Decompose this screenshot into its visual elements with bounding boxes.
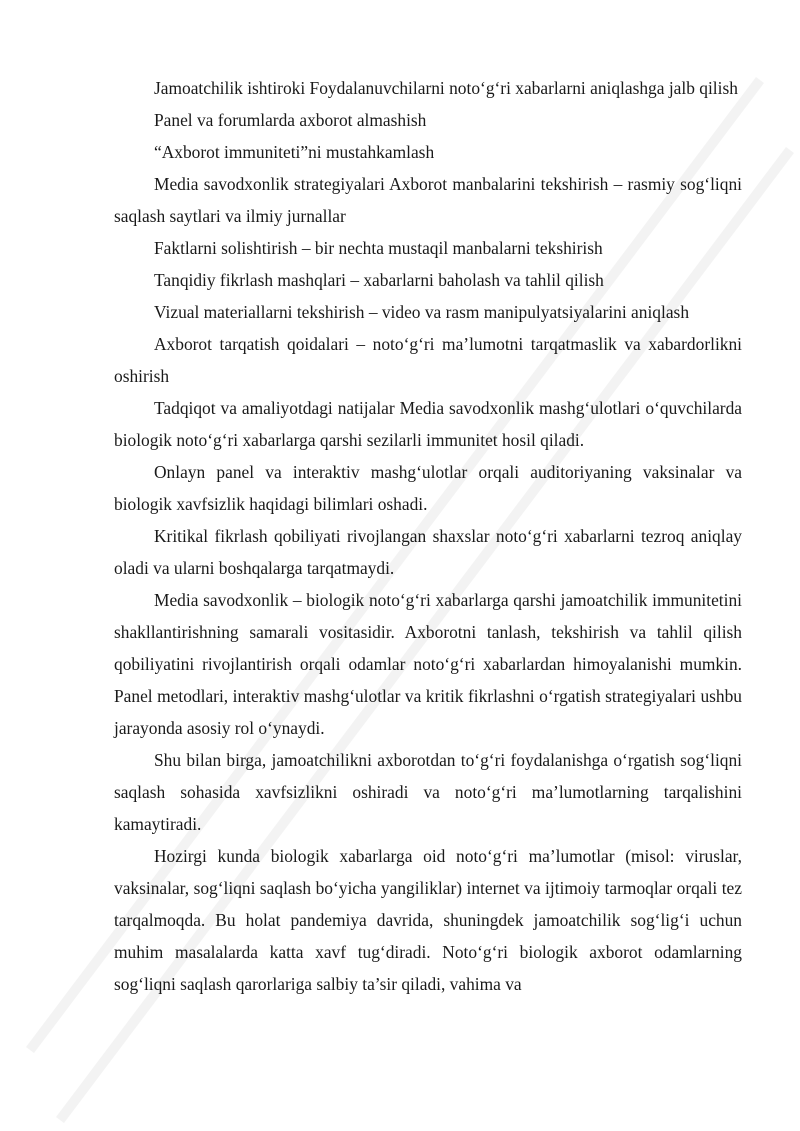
paragraph: Media savodxonlik strategiyalari Axborot manbalarini tekshirish – rasmiy sog‘liqni saqlash saytlari va ilmiy jurnallar [114, 174, 742, 226]
paragraph: Jamoatchilik ishtiroki Foydalanuvchilarni noto‘g‘ri xabarlarni aniqlashga jalb qilish [154, 78, 738, 98]
paragraph: Shu bilan birga, jamoatchilikni axborotdan to‘g‘ri foydalanishga o‘rgatish sog‘liqni saqlash sohasida xavfsizlikni oshiradi va noto‘g‘ri ma’lumotlarning tarqalishini kamaytiradi. [114, 750, 742, 834]
paragraph: Tadqiqot va amaliyotdagi natijalar Media savodxonlik mashg‘ulotlari o‘quvchilarda biologik noto‘g‘ri xabarlarga qarshi sezilarli immunitet hosil qiladi. [114, 398, 742, 450]
paragraph: Axborot tarqatish qoidalari – noto‘g‘ri ma’lumotni tarqatmaslik va xabardorlikni oshirish [114, 334, 742, 386]
paragraph: Kritikal fikrlash qobiliyati rivojlangan shaxslar noto‘g‘ri xabarlarni tezroq aniqlay oladi va ularni boshqalarga tarqatmaydi. [114, 526, 742, 578]
paragraph: Onlayn panel va interaktiv mashg‘ulotlar orqali auditoriyaning vaksinalar va biologik xavfsizlik haqidagi bilimlari oshadi. [114, 462, 742, 514]
paragraph: Hozirgi kunda biologik xabarlarga oid noto‘g‘ri ma’lumotlar (misol: viruslar, vaksinalar, sog‘liqni saqlash bo‘yicha yangiliklar) internet va ijtimoiy tarmoqlar orqali tez tarqalmoqda. Bu holat pandemiya davrida, shuningdek jamoatchilik sog‘lig‘i uchun muhim masalalarda katta xavf tug‘diradi. Noto‘g‘ri biologik axborot odamlarning sog‘liqni saqlash qarorlariga salbiy ta’sir qiladi, vahima va [114, 846, 742, 994]
paragraph: Panel va forumlarda axborot almashish [154, 110, 427, 130]
document-page [114, 72, 742, 1000]
paragraph: Tanqidiy fikrlash mashqlari – xabarlarni baholash va tahlil qilish [154, 270, 604, 290]
paragraph: Faktlarni solishtirish – bir nechta mustaqil manbalarni tekshirish [154, 238, 603, 258]
paragraph: “Axborot immuniteti”ni mustahkamlash [154, 142, 435, 162]
paragraph: Media savodxonlik – biologik noto‘g‘ri xabarlarga qarshi jamoatchilik immunitetini shakllantirishning samarali vositasidir. Axborotni tanlash, tekshirish va tahlil qilish qobiliyatini rivojlantirish orqali odamlar noto‘g‘ri xabarlardan himoyalanishi mumkin. Panel metodlari, interaktiv mashg‘ulotlar va kritik fikrlashni o‘rgatish strategiyalari ushbu jarayonda asosiy rol o‘ynaydi. [114, 590, 742, 738]
paragraph: Vizual materiallarni tekshirish – video va rasm manipulyatsiyalarini aniqlash [154, 302, 690, 322]
